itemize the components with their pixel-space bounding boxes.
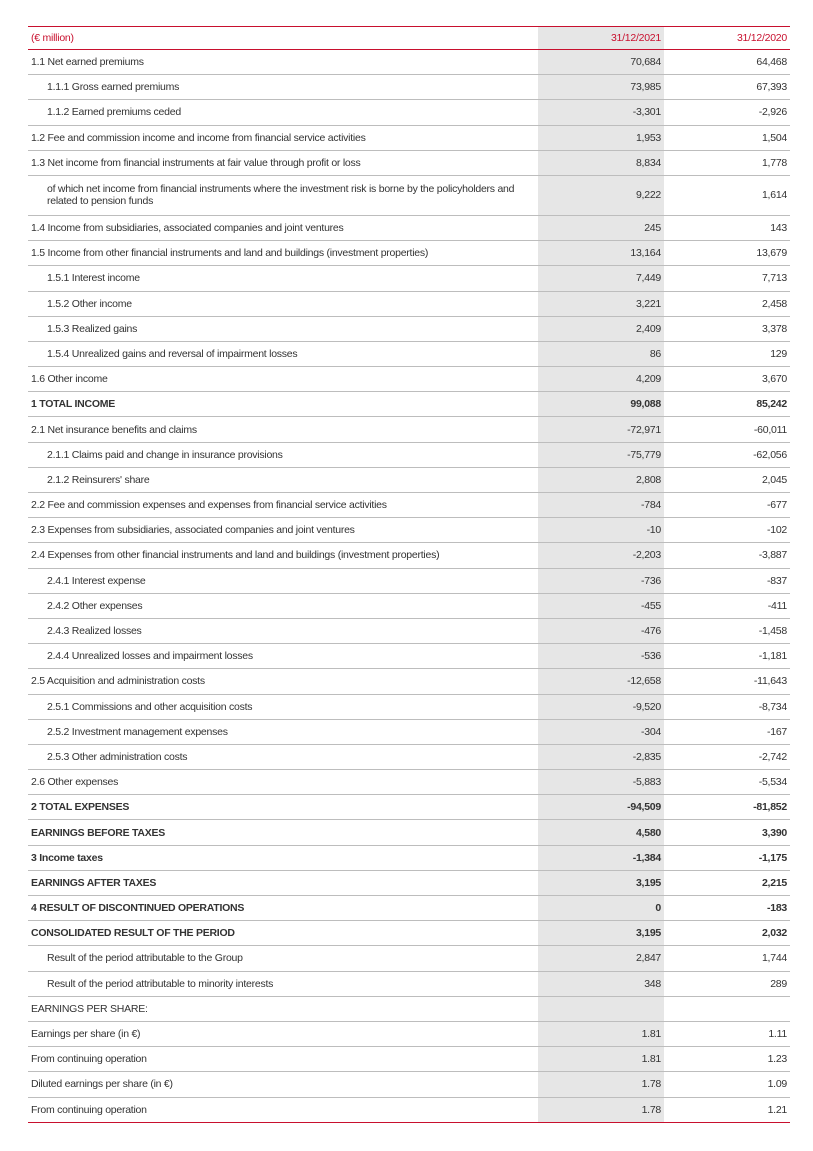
row-label: 1.1.2 Earned premiums ceded bbox=[28, 100, 538, 125]
table-row bbox=[28, 694, 790, 719]
value-2021: -75,779 bbox=[538, 442, 664, 467]
value-2021: 3,195 bbox=[538, 921, 664, 946]
row-label: Result of the period attributable to the Group bbox=[28, 946, 538, 971]
row-label: 1.5 Income from other financial instruments and land and buildings (investment properties) bbox=[28, 241, 538, 266]
value-2020: -1,181 bbox=[664, 644, 790, 669]
table-row bbox=[28, 719, 790, 744]
table-row bbox=[28, 150, 790, 175]
table-row bbox=[28, 1097, 790, 1122]
row-label: 2.6 Other expenses bbox=[28, 770, 538, 795]
value-2021: 0 bbox=[538, 896, 664, 921]
value-2021: 99,088 bbox=[538, 392, 664, 417]
table-header-row bbox=[28, 27, 790, 50]
value-2021: -12,658 bbox=[538, 669, 664, 694]
row-label: EARNINGS AFTER TAXES bbox=[28, 870, 538, 895]
row-label: 1.4 Income from subsidiaries, associated companies and joint ventures bbox=[28, 215, 538, 240]
value-2020: -1,458 bbox=[664, 618, 790, 643]
table-row bbox=[28, 367, 790, 392]
value-2020: -837 bbox=[664, 568, 790, 593]
table-row bbox=[28, 1021, 790, 1046]
value-2020: -167 bbox=[664, 719, 790, 744]
row-label: 2.4.4 Unrealized losses and impairment losses bbox=[28, 644, 538, 669]
value-2021: -9,520 bbox=[538, 694, 664, 719]
table-row bbox=[28, 543, 790, 568]
row-label: 3 Income taxes bbox=[28, 845, 538, 870]
value-2020: -60,011 bbox=[664, 417, 790, 442]
value-2020: -102 bbox=[664, 518, 790, 543]
value-2020: 289 bbox=[664, 971, 790, 996]
value-2021: -476 bbox=[538, 618, 664, 643]
row-label: 1.1 Net earned premiums bbox=[28, 50, 538, 75]
table-row bbox=[28, 593, 790, 618]
value-2020: -411 bbox=[664, 593, 790, 618]
value-2021: -455 bbox=[538, 593, 664, 618]
value-2020: 7,713 bbox=[664, 266, 790, 291]
value-2020: 67,393 bbox=[664, 75, 790, 100]
value-2020: -3,887 bbox=[664, 543, 790, 568]
value-2021: -2,203 bbox=[538, 543, 664, 568]
row-label: 2.1.1 Claims paid and change in insurance provisions bbox=[28, 442, 538, 467]
value-2021: 3,221 bbox=[538, 291, 664, 316]
table-row bbox=[28, 291, 790, 316]
value-2020: 143 bbox=[664, 215, 790, 240]
value-2021: 245 bbox=[538, 215, 664, 240]
row-label: 2.5.1 Commissions and other acquisition costs bbox=[28, 694, 538, 719]
table-row bbox=[28, 100, 790, 125]
row-label: 2.1.2 Reinsurers' share bbox=[28, 467, 538, 492]
table-row bbox=[28, 75, 790, 100]
value-2021: 73,985 bbox=[538, 75, 664, 100]
table-row bbox=[28, 644, 790, 669]
row-label: 2.3 Expenses from subsidiaries, associated companies and joint ventures bbox=[28, 518, 538, 543]
value-2020: 2,045 bbox=[664, 467, 790, 492]
value-2020: 3,378 bbox=[664, 316, 790, 341]
value-2020: -677 bbox=[664, 493, 790, 518]
value-2020: 1,614 bbox=[664, 175, 790, 215]
table-row bbox=[28, 417, 790, 442]
value-2021: 3,195 bbox=[538, 870, 664, 895]
table-row bbox=[28, 175, 790, 215]
row-label: 2 TOTAL EXPENSES bbox=[28, 795, 538, 820]
table-row bbox=[28, 996, 790, 1021]
table-row bbox=[28, 392, 790, 417]
value-2021: 2,808 bbox=[538, 467, 664, 492]
value-2020: 1,504 bbox=[664, 125, 790, 150]
table-row bbox=[28, 568, 790, 593]
value-2021 bbox=[538, 996, 664, 1021]
table-row bbox=[28, 669, 790, 694]
table-row bbox=[28, 870, 790, 895]
value-2021: 1.78 bbox=[538, 1072, 664, 1097]
value-2021: -784 bbox=[538, 493, 664, 518]
value-2020: -183 bbox=[664, 896, 790, 921]
value-2021: 1,953 bbox=[538, 125, 664, 150]
row-label: From continuing operation bbox=[28, 1047, 538, 1072]
value-2020: 3,390 bbox=[664, 820, 790, 845]
table-row bbox=[28, 820, 790, 845]
table-row bbox=[28, 50, 790, 75]
row-label: 2.1 Net insurance benefits and claims bbox=[28, 417, 538, 442]
table-row bbox=[28, 518, 790, 543]
table-row bbox=[28, 442, 790, 467]
value-2020: 3,670 bbox=[664, 367, 790, 392]
table-row bbox=[28, 316, 790, 341]
value-2021: 4,580 bbox=[538, 820, 664, 845]
row-label: 2.4.3 Realized losses bbox=[28, 618, 538, 643]
value-2020: 13,679 bbox=[664, 241, 790, 266]
table-row bbox=[28, 744, 790, 769]
row-label: 1.5.2 Other income bbox=[28, 291, 538, 316]
table-row bbox=[28, 971, 790, 996]
value-2020: 1.11 bbox=[664, 1021, 790, 1046]
value-2021: 8,834 bbox=[538, 150, 664, 175]
value-2020: 2,458 bbox=[664, 291, 790, 316]
row-label: 2.5.2 Investment management expenses bbox=[28, 719, 538, 744]
value-2021: 4,209 bbox=[538, 367, 664, 392]
row-label: CONSOLIDATED RESULT OF THE PERIOD bbox=[28, 921, 538, 946]
table-row bbox=[28, 215, 790, 240]
row-label: 2.4.2 Other expenses bbox=[28, 593, 538, 618]
row-label: Result of the period attributable to minority interests bbox=[28, 971, 538, 996]
row-label: 1.6 Other income bbox=[28, 367, 538, 392]
value-2020: -62,056 bbox=[664, 442, 790, 467]
table-row bbox=[28, 618, 790, 643]
row-label: 1.3 Net income from financial instruments at fair value through profit or loss bbox=[28, 150, 538, 175]
value-2021: 9,222 bbox=[538, 175, 664, 215]
table-row bbox=[28, 266, 790, 291]
income-statement-table bbox=[28, 26, 790, 1123]
row-label: 1.5.3 Realized gains bbox=[28, 316, 538, 341]
col-header-2021: 31/12/2021 bbox=[538, 27, 664, 50]
value-2020: 1.09 bbox=[664, 1072, 790, 1097]
value-2021: -3,301 bbox=[538, 100, 664, 125]
unit-header: (€ million) bbox=[28, 27, 538, 50]
value-2021: 2,847 bbox=[538, 946, 664, 971]
table-row bbox=[28, 1072, 790, 1097]
value-2021: -536 bbox=[538, 644, 664, 669]
value-2020: 1,778 bbox=[664, 150, 790, 175]
value-2021: -736 bbox=[538, 568, 664, 593]
row-label: 1.2 Fee and commission income and income from financial service activities bbox=[28, 125, 538, 150]
row-label: 2.4.1 Interest expense bbox=[28, 568, 538, 593]
value-2021: 2,409 bbox=[538, 316, 664, 341]
value-2021: -94,509 bbox=[538, 795, 664, 820]
value-2021: 1.81 bbox=[538, 1021, 664, 1046]
value-2021: 70,684 bbox=[538, 50, 664, 75]
row-label: 1 TOTAL INCOME bbox=[28, 392, 538, 417]
table-row bbox=[28, 125, 790, 150]
table-row bbox=[28, 946, 790, 971]
value-2020: -8,734 bbox=[664, 694, 790, 719]
value-2021: 1.78 bbox=[538, 1097, 664, 1122]
table-body bbox=[28, 50, 790, 1123]
table-row bbox=[28, 795, 790, 820]
value-2020: 1.23 bbox=[664, 1047, 790, 1072]
value-2020: -5,534 bbox=[664, 770, 790, 795]
value-2021: 13,164 bbox=[538, 241, 664, 266]
value-2020: -81,852 bbox=[664, 795, 790, 820]
table-row bbox=[28, 341, 790, 366]
value-2020 bbox=[664, 996, 790, 1021]
value-2020: -1,175 bbox=[664, 845, 790, 870]
table-row bbox=[28, 845, 790, 870]
value-2021: -304 bbox=[538, 719, 664, 744]
value-2021: 1.81 bbox=[538, 1047, 664, 1072]
row-label: 1.5.4 Unrealized gains and reversal of impairment losses bbox=[28, 341, 538, 366]
row-label: 2.5.3 Other administration costs bbox=[28, 744, 538, 769]
row-label: 2.5 Acquisition and administration costs bbox=[28, 669, 538, 694]
row-label: 4 RESULT OF DISCONTINUED OPERATIONS bbox=[28, 896, 538, 921]
value-2020: 2,215 bbox=[664, 870, 790, 895]
value-2021: -72,971 bbox=[538, 417, 664, 442]
value-2020: 2,032 bbox=[664, 921, 790, 946]
value-2020: 129 bbox=[664, 341, 790, 366]
col-header-2020: 31/12/2020 bbox=[664, 27, 790, 50]
table-row bbox=[28, 467, 790, 492]
row-label: 2.2 Fee and commission expenses and expenses from financial service activities bbox=[28, 493, 538, 518]
row-label: 2.4 Expenses from other financial instruments and land and buildings (investment properties) bbox=[28, 543, 538, 568]
value-2020: 1,744 bbox=[664, 946, 790, 971]
table-row bbox=[28, 1047, 790, 1072]
table-row bbox=[28, 896, 790, 921]
value-2021: 7,449 bbox=[538, 266, 664, 291]
value-2021: -2,835 bbox=[538, 744, 664, 769]
row-label: Diluted earnings per share (in €) bbox=[28, 1072, 538, 1097]
value-2020: 85,242 bbox=[664, 392, 790, 417]
value-2020: -2,742 bbox=[664, 744, 790, 769]
value-2020: -2,926 bbox=[664, 100, 790, 125]
table-row bbox=[28, 241, 790, 266]
table-row bbox=[28, 770, 790, 795]
table-row bbox=[28, 493, 790, 518]
row-label: of which net income from financial instruments where the investment risk is borne by the policyholders and related to pension funds bbox=[28, 175, 538, 215]
income-statement bbox=[28, 26, 790, 1123]
value-2020: 1.21 bbox=[664, 1097, 790, 1122]
table-row bbox=[28, 921, 790, 946]
value-2021: -5,883 bbox=[538, 770, 664, 795]
value-2021: -1,384 bbox=[538, 845, 664, 870]
row-label: 1.1.1 Gross earned premiums bbox=[28, 75, 538, 100]
row-label: EARNINGS PER SHARE: bbox=[28, 996, 538, 1021]
value-2021: 348 bbox=[538, 971, 664, 996]
row-label: From continuing operation bbox=[28, 1097, 538, 1122]
row-label: EARNINGS BEFORE TAXES bbox=[28, 820, 538, 845]
row-label: 1.5.1 Interest income bbox=[28, 266, 538, 291]
value-2021: 86 bbox=[538, 341, 664, 366]
value-2020: 64,468 bbox=[664, 50, 790, 75]
value-2020: -11,643 bbox=[664, 669, 790, 694]
value-2021: -10 bbox=[538, 518, 664, 543]
row-label: Earnings per share (in €) bbox=[28, 1021, 538, 1046]
